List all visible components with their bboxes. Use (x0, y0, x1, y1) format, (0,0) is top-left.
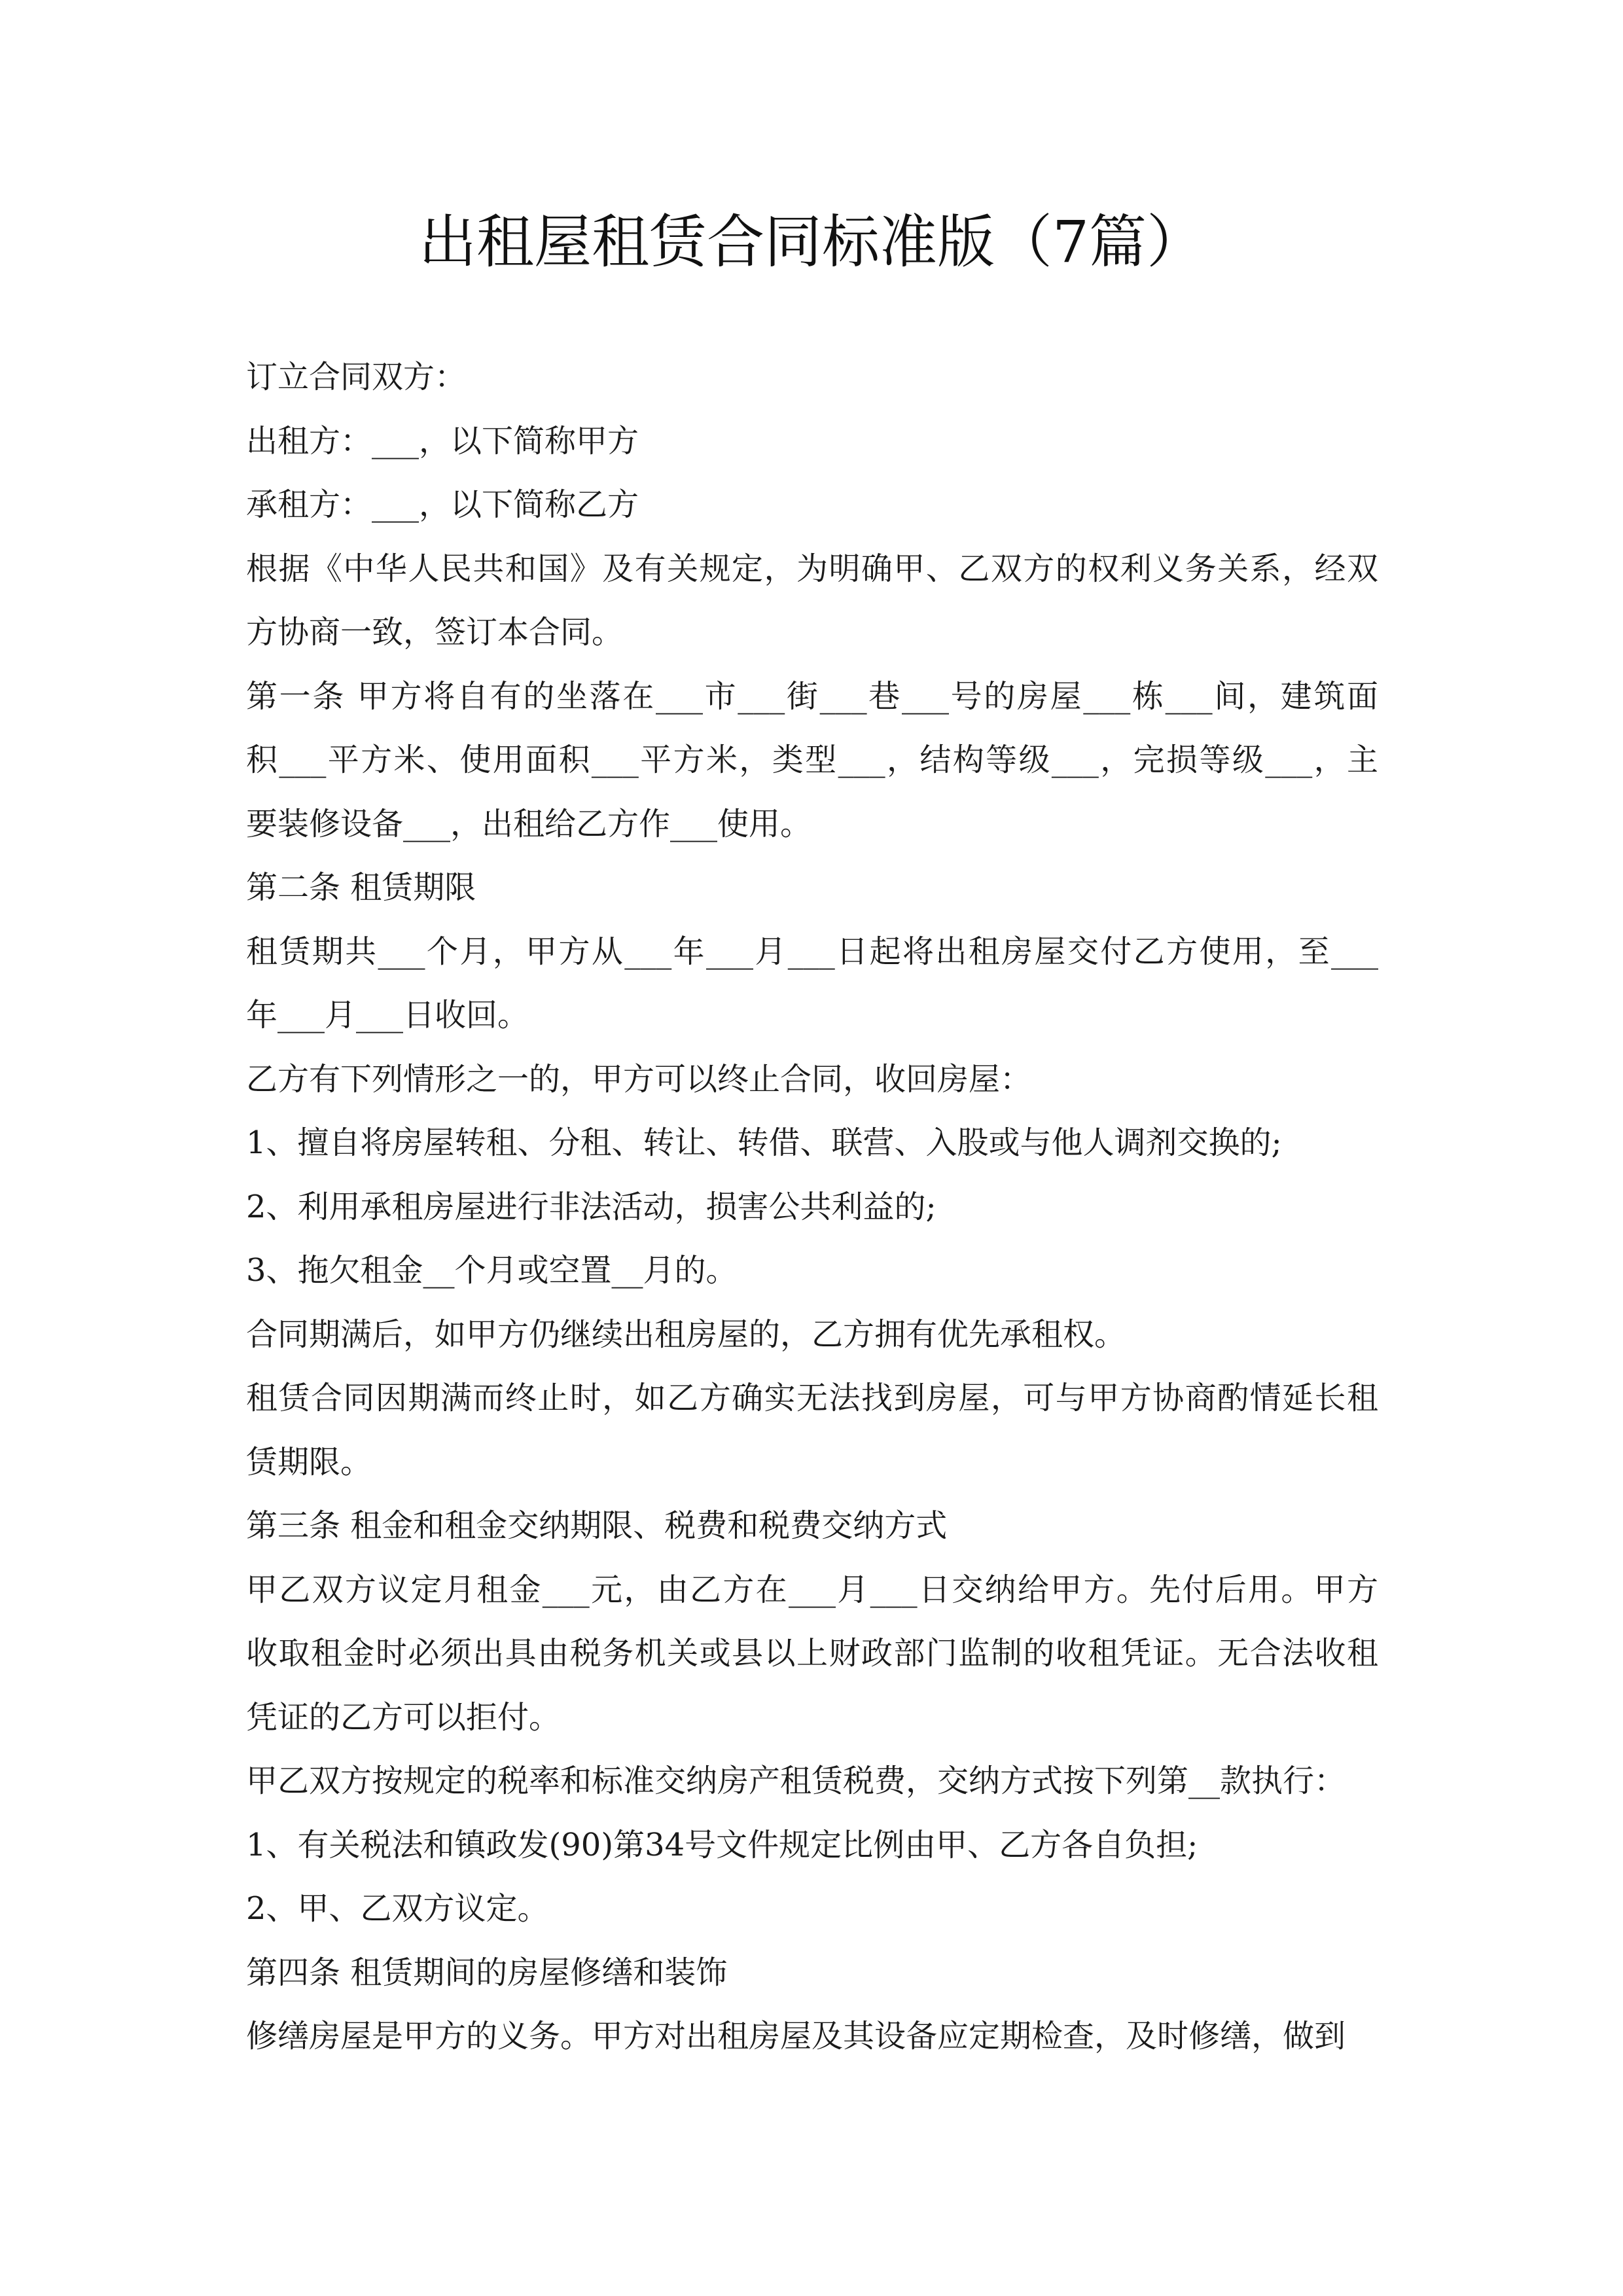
text-line: 2、利用承租房屋进行非法活动，损害公共利益的; (246, 1188, 936, 1225)
document-body (246, 346, 1378, 2069)
paragraph (246, 1048, 1378, 1112)
paragraph (246, 1877, 1378, 1941)
text-line: 凭证的乙方可以拒付。 (246, 1698, 561, 1736)
paragraph (246, 1558, 1378, 1750)
text-line: 租赁期共___个月，甲方从___年___月___日起将出租房屋交付乙方使用，至___ (246, 933, 1378, 970)
text-line: 甲乙双方按规定的税率和标准交纳房产租赁税费，交纳方式按下列第__款执行： (246, 1763, 1346, 1799)
paragraph (246, 1494, 1378, 1558)
document-title: 出租屋租赁合同标准版（7篇） (419, 208, 1204, 276)
paragraph (246, 1111, 1378, 1175)
text-line: 甲乙双方议定月租金___元，由乙方在___月___日交纳给甲方。先付后用。甲方 (246, 1571, 1378, 1608)
paragraph (246, 856, 1378, 920)
paragraph (246, 1749, 1378, 1814)
text-line: 根据《中华人民共和国》及有关规定，为明确甲、乙双方的权利义务关系，经双 (246, 550, 1378, 587)
paragraph (246, 410, 1378, 474)
text-line: 1、擅自将房屋转租、分租、转让、转借、联营、入股或与他人调剂交换的; (246, 1124, 1282, 1161)
text-line: 第四条 租赁期间的房屋修缮和装饰 (246, 1954, 728, 1991)
paragraph (246, 537, 1378, 665)
text-line: 第三条 租金和租金交纳期限、税费和税费交纳方式 (246, 1507, 948, 1544)
text-line: 第一条 甲方将自有的坐落在___市___街___巷___号的房屋___栋___间，建筑面 (246, 677, 1378, 715)
text-line: 出租方：___，以下简称甲方 (246, 422, 639, 459)
paragraph (246, 1941, 1378, 2005)
text-line: 年___月___日收回。 (246, 997, 529, 1033)
paragraph (246, 2005, 1378, 2069)
paragraph (246, 1303, 1378, 1367)
text-line: 积___平方米、使用面积___平方米，类型___，结构等级___，完损等级___，主 (246, 742, 1378, 778)
text-line: 租赁合同因期满而终止时，如乙方确实无法找到房屋，可与甲方协商酌情延长租 (246, 1380, 1378, 1416)
paragraph (246, 473, 1378, 537)
text-line: 第二条 租赁期限 (246, 869, 476, 906)
paragraph (246, 920, 1378, 1048)
text-line: 乙方有下列情形之一的，甲方可以终止合同，收回房屋： (246, 1060, 1032, 1098)
text-line: 要装修设备___，出租给乙方作___使用。 (246, 805, 812, 842)
text-line: 承租方：___，以下简称乙方 (246, 486, 639, 523)
text-line: 合同期满后，如甲方仍继续出租房屋的，乙方拥有优先承租权。 (246, 1316, 1126, 1353)
text-line: 订立合同双方： (246, 359, 467, 395)
text-line: 2、甲、乙双方议定。 (246, 1890, 549, 1927)
text-line: 1、有关税法和镇政发(90)第34号文件规定比例由甲、乙方各自负担; (246, 1826, 1198, 1863)
text-line: 修缮房屋是甲方的义务。甲方对出租房屋及其设备应定期检查，及时修缮，做到 (246, 2018, 1346, 2054)
text-line: 赁期限。 (246, 1443, 372, 1480)
paragraph (246, 1367, 1378, 1494)
text-line: 方协商一致，签订本合同。 (246, 614, 624, 651)
paragraph (246, 1814, 1378, 1878)
text-line: 收取租金时必须出具由税务机关或县以上财政部门监制的收租凭证。无合法收租 (246, 1635, 1378, 1672)
paragraph (246, 1175, 1378, 1240)
paragraph (246, 1239, 1378, 1303)
paragraph (246, 346, 1378, 410)
paragraph (246, 665, 1378, 857)
text-line: 3、拖欠租金__个月或空置__月的。 (246, 1252, 738, 1289)
